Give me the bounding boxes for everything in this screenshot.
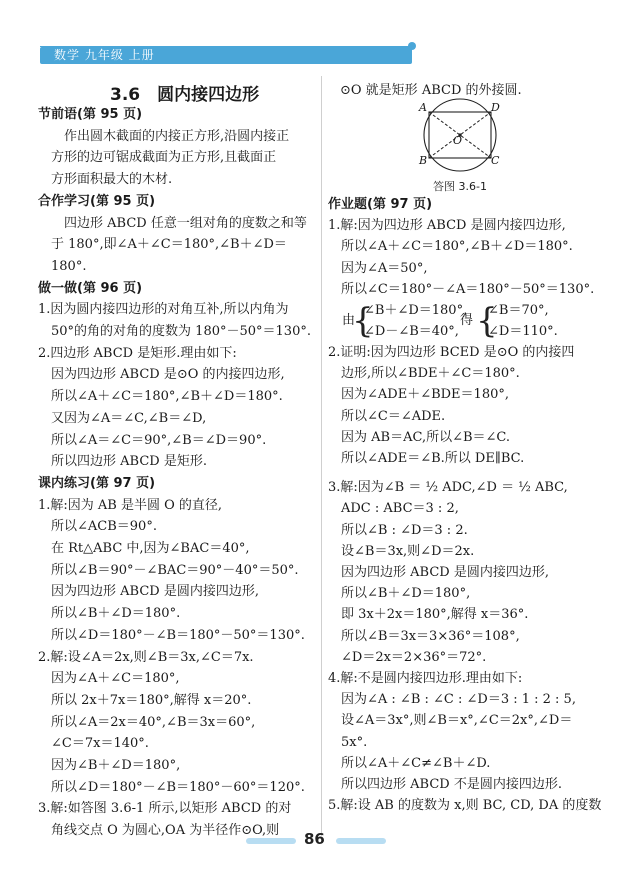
text-line: 因为∠ADE＋∠BDE＝180°, [328, 387, 509, 403]
text-line: 因为∠B＋∠D＝180°, [38, 758, 181, 773]
text-line: 角线交点 O 为圆心,OA 为半径作⊙O,则 [38, 823, 280, 839]
text-line: 作出圆木截面的内接正方形,沿圆内接正 [38, 128, 290, 144]
text-line: 所以∠C＝∠ADE. [328, 408, 446, 424]
system-result-1: ∠B＝70°, [488, 303, 549, 318]
text-line: 所以∠D＝180°－∠B＝180°－50°＝130°. [38, 627, 305, 643]
text-line: 50°的角的对角的度数为 180°－50°＝130°. [38, 324, 311, 339]
system-brace-right: { [476, 301, 498, 341]
text-line: 所以∠ADE＝∠B.所以 DE∥BC. [328, 451, 525, 466]
text-line: 四边形 ABCD 任意一组对角的度数之和等 [38, 215, 307, 231]
header-book-title: 数学 九年级 上册 [54, 48, 155, 62]
text-line: 边形,所以∠BDE＋∠C＝180°. [328, 366, 520, 382]
text-line: 因为四边形 ABCD 是圆内接四边形, [328, 565, 549, 580]
text-line: 所以∠A＋∠C≠∠B＋∠D. [328, 755, 491, 771]
text-line: 方形的边可锯成截面为正方形,且截面正 [38, 150, 277, 166]
text-line: 因为四边形 ABCD 是圆内接四边形, [38, 584, 259, 600]
text-line: 又因为∠A＝∠C,∠B＝∠D, [38, 410, 207, 426]
section-heading: 作业题(第 97 页) [328, 197, 433, 212]
text-line: 所以∠A＋∠C＝180°,∠B＋∠D＝180°. [38, 389, 283, 405]
text-line: 设∠B＝3x,则∠D＝2x. [328, 543, 475, 559]
text-line: 因为∠A : ∠B : ∠C : ∠D＝3 : 1 : 2 : 5, [328, 692, 576, 708]
text-line: 所以∠ACB＝90°. [38, 519, 157, 535]
text-line: 3.解:如答图 3.6-1 所示,以矩形 ABCD 的对 [38, 801, 292, 817]
section-heading: 课内练习(第 97 页) [38, 475, 156, 491]
text-line: 所以∠C＝180°－∠A＝180°－50°＝130°. [328, 281, 595, 297]
text-line: 所以四边形 ABCD 不是圆内接四边形. [328, 777, 562, 792]
text-line: 2.四边形 ABCD 是矩形.理由如下: [38, 345, 237, 361]
text-line: 1.解:因为 AB 是半圆 O 的直径, [38, 497, 223, 513]
system-brace-left: { [352, 301, 374, 341]
system-eq-2: ∠D－∠B＝40°, [364, 324, 459, 339]
text-line: ∠C＝7x＝140°. [38, 736, 149, 752]
section-heading: 做一做(第 96 页) [38, 280, 143, 296]
text-line: 所以∠B＝3x＝3×36°＝108°, [328, 628, 520, 644]
text-line: 所以四边形 ABCD 是矩形. [38, 454, 207, 470]
text-line: 所以 2x＋7x＝180°,解得 x＝20°. [38, 692, 252, 708]
system-result-2: ∠D＝110°. [488, 324, 558, 339]
text-line: 在 Rt△ABC 中,因为∠BAC＝40°, [38, 541, 250, 556]
text-line: 因为∠A＝50°, [328, 260, 428, 276]
text-line: ∠D＝2x＝2×36°＝72°. [328, 649, 487, 665]
system-eq-1: ∠B＋∠D＝180°, [364, 303, 468, 318]
text-line: 因为 AB＝AC,所以∠B＝∠C. [328, 429, 511, 445]
text-line: 5.解:设 AB 的度数为 x,则 BC, CD, DA 的度数 [328, 798, 602, 814]
text-line: 1.解:因为四边形 ABCD 是圆内接四边形, [328, 218, 566, 234]
text-line: 所以∠A＝∠C＝90°,∠B＝∠D＝90°. [38, 432, 267, 448]
figure-label-o: O [453, 134, 463, 147]
figure-label-c: C [491, 154, 500, 167]
text-line: 所以∠A＝2x＝40°,∠B＝3x＝60°, [38, 714, 256, 730]
figure-label-b: B [419, 154, 428, 167]
section-title: 3.6 圆内接四边形 [110, 85, 260, 105]
header-dot [408, 42, 416, 50]
footer-bar-right [336, 838, 386, 844]
section-heading: 合作学习(第 95 页) [38, 193, 156, 209]
section-heading: 节前语(第 95 页) [38, 107, 143, 122]
figure-label-d: D [491, 101, 500, 114]
text-line: 5x°. [328, 734, 368, 750]
text-line: 所以∠B : ∠D＝3 : 2. [328, 522, 468, 538]
text-line: ADC : ABC＝3 : 2, [328, 501, 459, 517]
column-divider [321, 76, 322, 836]
text-line: 即 3x＋2x＝180°,解得 x＝36°. [328, 607, 529, 623]
system-middle-word: 得 [460, 313, 474, 328]
text-line: 3.解:因为∠B ＝ ½ ADC,∠D ＝ ½ ABC, [328, 480, 568, 496]
text-line: 所以∠B＝90°－∠BAC＝90°－40°＝50°. [38, 562, 299, 578]
text-line: 2.解:设∠A＝2x,则∠B＝3x,∠C＝7x. [38, 649, 254, 665]
text-line: 方形面积最大的木材. [38, 172, 173, 188]
text-line: 于 180°,即∠A＋∠C＝180°,∠B＋∠D＝ [38, 237, 287, 253]
text-line: 4.解:不是圆内接四边形.理由如下: [328, 671, 523, 686]
figure-caption: 答图 3.6-1 [433, 180, 487, 193]
text-line: 设∠A＝3x°,则∠B＝x°,∠C＝2x°,∠D＝ [328, 713, 573, 729]
text-line: 所以∠B＋∠D＝180°. [38, 606, 181, 622]
text-line: 因为四边形 ABCD 是⊙O 的内接四边形, [38, 367, 285, 383]
text-line: 180°. [38, 258, 87, 274]
figure-label-a: A [419, 101, 427, 114]
text-line: 所以∠A＋∠C＝180°,∠B＋∠D＝180°. [328, 239, 573, 255]
text-line: 2.证明:因为四边形 BCED 是⊙O 的内接四 [328, 345, 575, 360]
system-prefix: 由 [342, 313, 356, 328]
text-line: 所以∠B＋∠D＝180°, [328, 586, 471, 602]
text-line: 因为∠A＋∠C＝180°, [38, 671, 180, 687]
footer-bar-left [246, 838, 296, 844]
right-intro-line: ⊙O 就是矩形 ABCD 的外接圆. [340, 83, 522, 98]
text-line: 1.因为圆内接四边形的对角互补,所以内角为 [38, 302, 289, 318]
page-number: 86 [304, 830, 325, 848]
text-line: 所以∠D＝180°－∠B＝180°－60°＝120°. [38, 779, 305, 795]
